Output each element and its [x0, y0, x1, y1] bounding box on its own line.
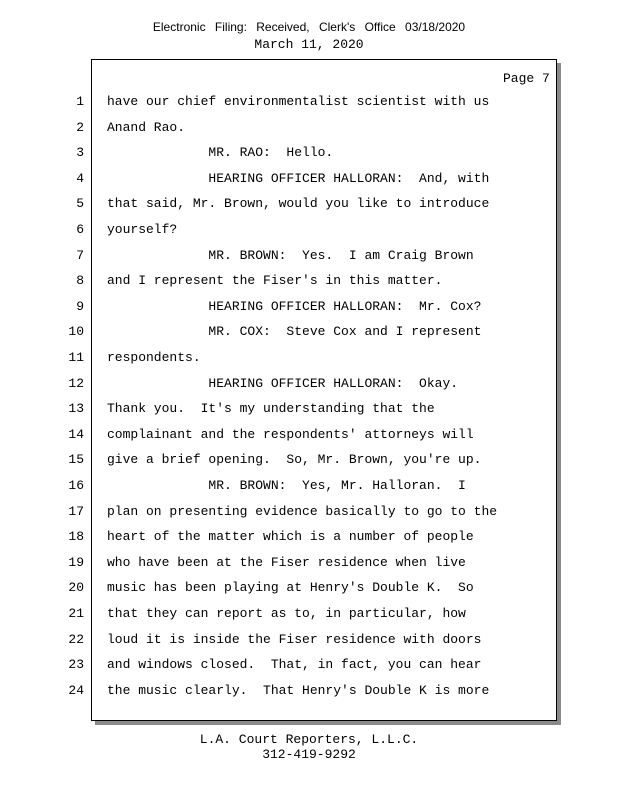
- transcript-line: [0, 425, 618, 445]
- line-text: give a brief opening. So, Mr. Brown, you're up.: [107, 452, 482, 468]
- transcript-line: [0, 194, 618, 214]
- line-text: Anand Rao.: [107, 119, 186, 135]
- line-number: 19: [68, 554, 84, 570]
- line-text: yourself?: [107, 222, 178, 237]
- line-text: that said, Mr. Brown, would you like to introduce: [107, 196, 490, 212]
- court-reporter-phone: 312-419-9292: [262, 747, 356, 762]
- line-number: 16: [68, 478, 84, 493]
- transcript-line: [0, 578, 618, 598]
- transcript-line: [0, 143, 618, 163]
- transcript-line: [0, 169, 618, 189]
- line-number: 2: [76, 119, 84, 135]
- line-number: 9: [76, 298, 84, 314]
- line-number: 3: [76, 145, 84, 161]
- line-text: MR. RAO: Hello.: [107, 145, 334, 161]
- line-number: 1: [76, 94, 84, 109]
- line-number: 13: [68, 401, 84, 417]
- line-text: MR. COX: Steve Cox and I represent: [107, 324, 482, 340]
- transcript-line: [0, 604, 618, 624]
- line-number: 17: [68, 503, 84, 519]
- line-text: Thank you. It's my understanding that the: [107, 401, 435, 417]
- line-text: that they can report as to, in particular, how: [107, 606, 466, 621]
- line-text: music has been playing at Henry's Double K. So: [107, 580, 474, 596]
- line-text: the music clearly. That Henry's Double K is more: [107, 682, 490, 698]
- line-text: MR. BROWN: Yes, Mr. Halloran. I: [107, 478, 466, 493]
- line-text: heart of the matter which is a number of people: [107, 529, 474, 545]
- line-number: 21: [68, 606, 84, 621]
- line-number: 4: [76, 170, 84, 186]
- line-text: who have been at the Fiser residence when live: [107, 554, 466, 570]
- transcript-line: [0, 297, 618, 317]
- line-number: 23: [68, 657, 84, 673]
- line-text: and I represent the Fiser's in this matter.: [107, 273, 443, 289]
- line-number: 20: [68, 580, 84, 596]
- line-number: 18: [68, 529, 84, 545]
- line-number: 5: [76, 196, 84, 212]
- line-number: 11: [68, 350, 84, 365]
- line-text: HEARING OFFICER HALLORAN: Mr. Cox?: [107, 298, 482, 314]
- line-text: complainant and the respondents' attorneys will: [107, 426, 474, 442]
- line-text: plan on presenting evidence basically to go to the: [107, 503, 498, 519]
- transcript-line: [0, 450, 618, 470]
- line-number: 8: [76, 273, 84, 289]
- line-number: 6: [76, 222, 84, 237]
- line-number: 22: [68, 631, 84, 647]
- transcript-line: [0, 655, 618, 675]
- transcript-line: [0, 220, 618, 240]
- line-text: loud it is inside the Fiser residence with doors: [107, 631, 482, 647]
- transcript-line: [0, 92, 618, 112]
- filing-stamp: Electronic Filing: Received, Clerk's Office 03/18/2020: [152, 20, 466, 34]
- line-number: 10: [68, 324, 84, 340]
- transcript-line: [0, 322, 618, 342]
- transcript-line: [0, 630, 618, 650]
- transcript-line: [0, 681, 618, 701]
- transcript-line: [0, 271, 618, 291]
- transcript-line: [0, 348, 618, 368]
- transcript-line: [0, 553, 618, 573]
- line-text: HEARING OFFICER HALLORAN: And, with: [107, 170, 490, 186]
- line-text: have our chief environmentalist scientist with us: [107, 94, 490, 109]
- transcript-line: [0, 374, 618, 394]
- line-number: 14: [68, 426, 84, 442]
- line-number: 15: [68, 452, 84, 468]
- transcript-line: [0, 399, 618, 419]
- court-reporter-name: L.A. Court Reporters, L.L.C.: [199, 732, 419, 747]
- transcript-line: [0, 246, 618, 266]
- transcript-line: [0, 527, 618, 547]
- transcript-line: [0, 502, 618, 522]
- line-text: MR. BROWN: Yes. I am Craig Brown: [107, 247, 474, 263]
- line-text: and windows closed. That, in fact, you can hear: [107, 657, 482, 673]
- line-number: 7: [76, 247, 84, 263]
- transcript-line: [0, 118, 618, 138]
- transcript-line: [0, 476, 618, 496]
- line-text: respondents.: [107, 350, 201, 365]
- line-number: 12: [68, 375, 84, 391]
- page-number: Page 7: [503, 71, 550, 86]
- line-number: 24: [68, 682, 84, 698]
- transcript-date: March 11, 2020: [254, 37, 364, 52]
- line-text: HEARING OFFICER HALLORAN: Okay.: [107, 375, 459, 391]
